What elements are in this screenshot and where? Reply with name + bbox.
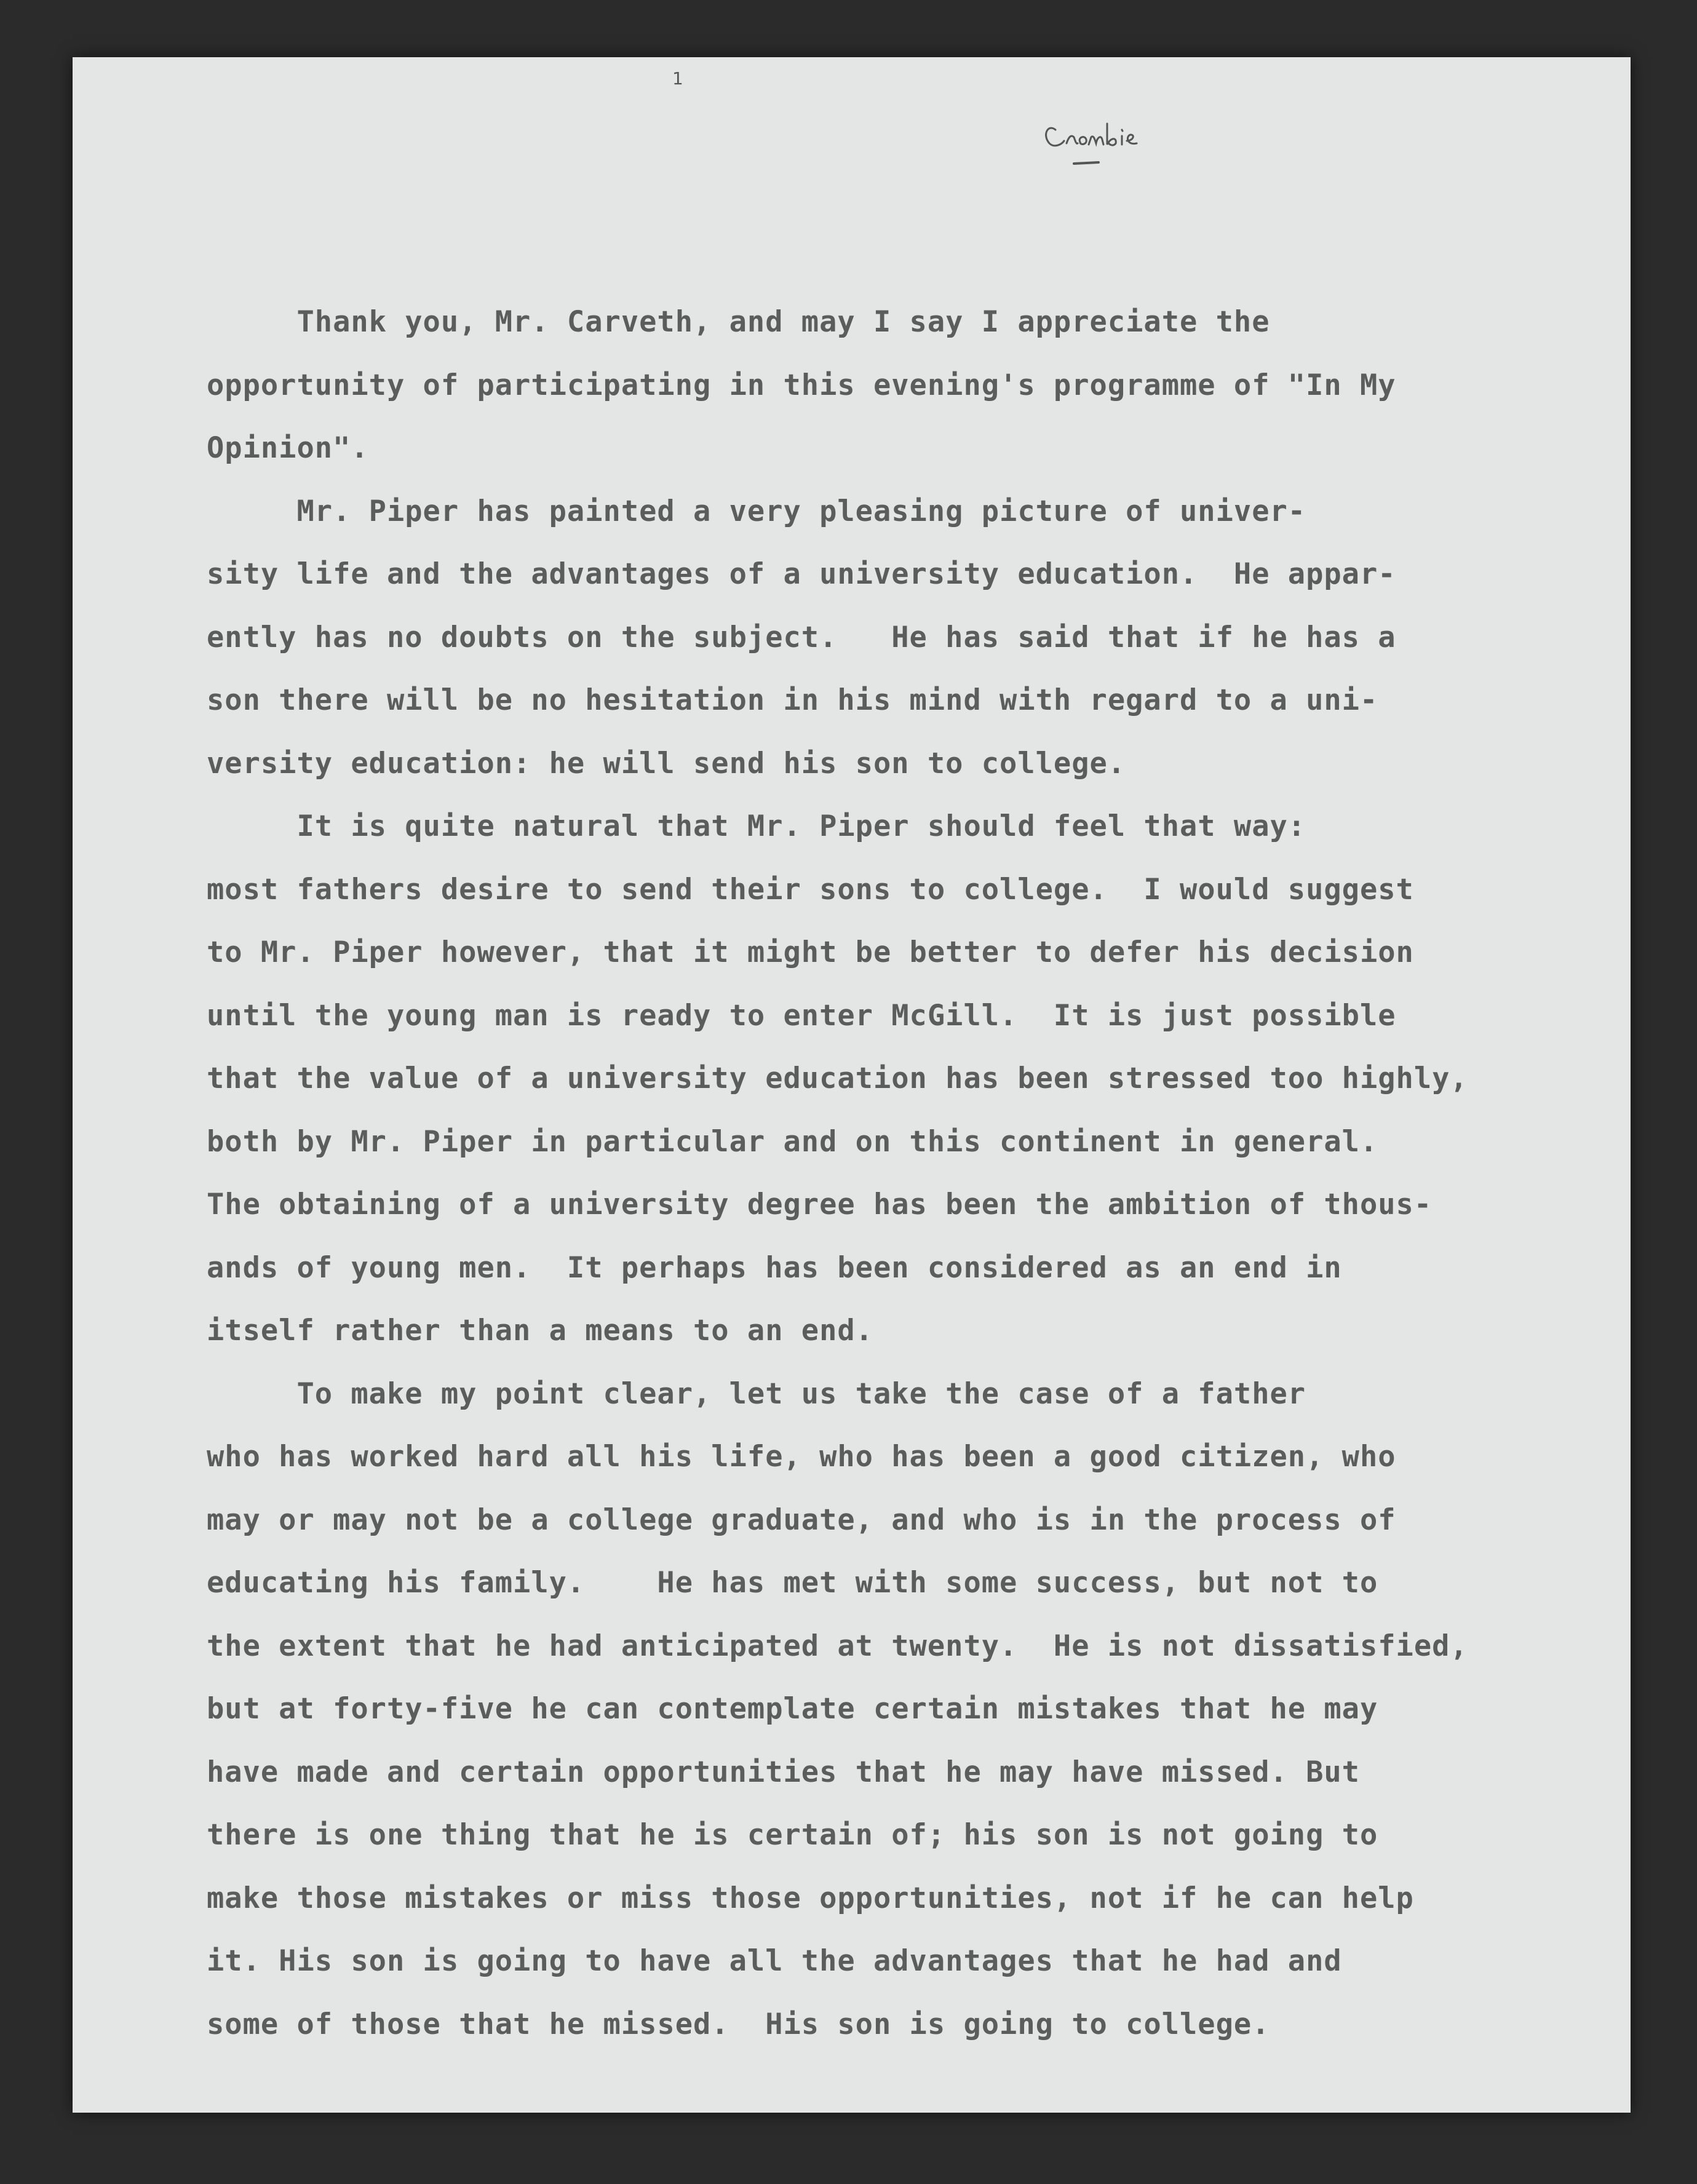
text-line: some of those that he missed. His son is going to college.	[207, 2007, 1270, 2041]
text-line: The obtaining of a university degree has been the ambition of thous-	[207, 1188, 1433, 1221]
text-line: it. His son is going to have all the advantages that he had and	[207, 1944, 1342, 1978]
text-line: Mr. Piper has painted a very pleasing picture of univer-	[207, 494, 1306, 528]
text-line: the extent that he had anticipated at twenty. He is not dissatisfied,	[207, 1629, 1468, 1663]
text-line: there is one thing that he is certain of; his son is not going to	[207, 1818, 1378, 1852]
document-page	[73, 57, 1631, 2113]
text-line: both by Mr. Piper in particular and on this continent in general.	[207, 1124, 1378, 1159]
typed-letter-body	[207, 291, 1584, 2056]
text-line: until the young man is ready to enter McGill. It is just possible	[207, 998, 1396, 1033]
text-line: to Mr. Piper however, that it might be better to defer his decision	[207, 935, 1414, 969]
svg-text:Crombie: Crombie	[1037, 105, 1040, 106]
text-line: Thank you, Mr. Carveth, and may I say I appreciate the	[207, 305, 1270, 339]
page-mark: 1	[672, 68, 683, 89]
text-line: son there will be no hesitation in his mind with regard to a uni-	[207, 683, 1378, 717]
text-line: It is quite natural that Mr. Piper should feel that way:	[207, 809, 1306, 843]
text-line: Opinion".	[207, 431, 369, 465]
text-line: make those mistakes or miss those opportunities, not if he can help	[207, 1881, 1414, 1915]
text-line: itself rather than a means to an end.	[207, 1314, 873, 1348]
text-line: may or may not be a college graduate, and who is in the process of	[207, 1503, 1396, 1537]
text-line: opportunity of participating in this evening's programme of "In My	[207, 368, 1396, 402]
text-line: ently has no doubts on the subject. He has said that if he has a	[207, 620, 1396, 654]
text-line: versity education: he will send his son to college.	[207, 746, 1126, 780]
text-line: but at forty-five he can contemplate certain mistakes that he may	[207, 1692, 1378, 1726]
handwritten-note	[1037, 105, 1160, 185]
text-line: sity life and the advantages of a university education. He appar-	[207, 557, 1396, 591]
text-line: educating his family. He has met with some success, but not to	[207, 1566, 1378, 1600]
text-line: ands of young men. It perhaps has been considered as an end in	[207, 1250, 1342, 1285]
text-line: that the value of a university education has been stressed too highly,	[207, 1062, 1468, 1095]
text-line: most fathers desire to send their sons to college. I would suggest	[207, 872, 1414, 907]
text-line: have made and certain opportunities that he may have missed. But	[207, 1755, 1360, 1789]
text-line: To make my point clear, let us take the case of a father	[207, 1376, 1306, 1411]
text-line: who has worked hard all his life, who has been a good citizen, who	[207, 1440, 1396, 1474]
